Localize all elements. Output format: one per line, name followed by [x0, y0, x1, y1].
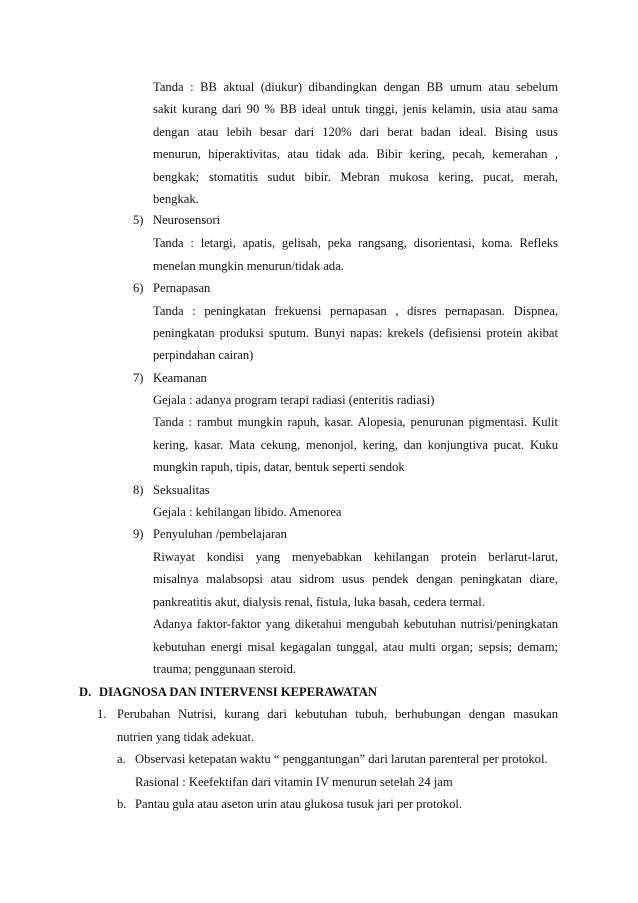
list-number: 6): [133, 281, 144, 295]
sub-letter: a.: [117, 752, 126, 766]
list-number: 1.: [97, 707, 107, 721]
section-letter: D.: [79, 685, 92, 699]
body-line: Tanda : rambut mungkin rapuh, kasar. Alopesia, penurunan pigmentasi. Kulit: [153, 415, 558, 429]
list-heading: Pernapasan: [153, 281, 211, 295]
list-heading: Neurosensori: [153, 213, 221, 227]
intervention-line: Observasi ketepatan waktu “ penggantungan” dari larutan parenteral per protokol.: [135, 752, 548, 766]
body-line: peningkatan produksi sputum. Bunyi napas: krekels (defisiensi protein akibat: [153, 326, 558, 340]
body-line: bengkak.: [153, 192, 199, 206]
body-line: Gejala : adanya program terapi radiasi (enteritis radiasi): [153, 393, 435, 407]
body-line: Tanda : peningkatan frekuensi pernapasan , disres pernapasan. Dispnea,: [153, 304, 558, 318]
body-line: menurun, hiperaktivitas, atau tidak ada. Bibir kering, pecah, kemerahan ,: [153, 147, 558, 161]
body-line: Riwayat kondisi yang menyebabkan kehilangan protein berlarut-larut,: [153, 550, 558, 564]
diagnosis-line: Perubahan Nutrisi, kurang dari kebutuhan tubuh, berhubungan dengan masukan: [117, 707, 558, 721]
body-line: Adanya faktor-faktor yang diketahui mengubah kebutuhan nutrisi/peningkatan: [153, 617, 558, 631]
body-line: kebutuhan energi misal kegagalan tunggal, atau multi organ; sepsis; demam;: [153, 640, 558, 654]
list-heading: Penyuluhan /pembelajaran: [153, 527, 287, 541]
list-number: 9): [133, 527, 144, 541]
sub-letter: b.: [117, 797, 127, 811]
list-heading: Seksualitas: [153, 483, 210, 497]
body-line: mungkin rapuh, tipis, datar, bentuk seperti sendok: [153, 460, 405, 474]
body-line: Tanda : BB aktual (diukur) dibandingkan dengan BB umum atau sebelum: [153, 80, 558, 94]
body-line: dengan atau lebih besar dari 120% dari berat badan ideal. Bising usus: [153, 125, 558, 139]
body-line: Tanda : letargi, apatis, gelisah, peka rangsang, disorientasi, koma. Refleks: [153, 236, 558, 250]
list-number: 7): [133, 371, 144, 385]
body-line: perpindahan cairan): [153, 348, 254, 362]
body-line: sakit kurang dari 90 % BB ideal untuk tinggi, jenis kelamin, usia atau sama: [153, 102, 558, 116]
body-line: bengkak; stomatitis sudut bibir. Mebran mukosa kering, pucat, merah,: [153, 170, 558, 184]
body-line: misalnya malabsopsi atau sidrom usus pendek dengan peningkatan diare,: [153, 572, 558, 586]
list-number: 8): [133, 483, 144, 497]
body-line: pankreatitis akut, dialysis renal, fistula, luka basah, cedera termal.: [153, 595, 485, 609]
body-line: menelan mungkin menurun/tidak ada.: [153, 259, 344, 273]
intervention-line: Pantau gula atau aseton urin atau glukosa tusuk jari per protokol.: [135, 797, 463, 811]
section-title: DIAGNOSA DAN INTERVENSI KEPERAWATAN: [99, 685, 377, 699]
body-line: Gejala : kehilangan libido. Amenorea: [153, 505, 342, 519]
diagnosis-line: nutrien yang tidak adekuat.: [117, 730, 255, 744]
body-line: trauma; penggunaan steroid.: [153, 662, 297, 676]
list-heading: Keamanan: [153, 371, 207, 385]
list-number: 5): [133, 213, 144, 227]
body-line: kering, kasar. Mata cekung, menonjol, kering, dan konjungtiva pucat. Kuku: [153, 438, 558, 452]
rationale-line: Rasional : Keefektifan dari vitamin IV menurun setelah 24 jam: [135, 775, 453, 789]
